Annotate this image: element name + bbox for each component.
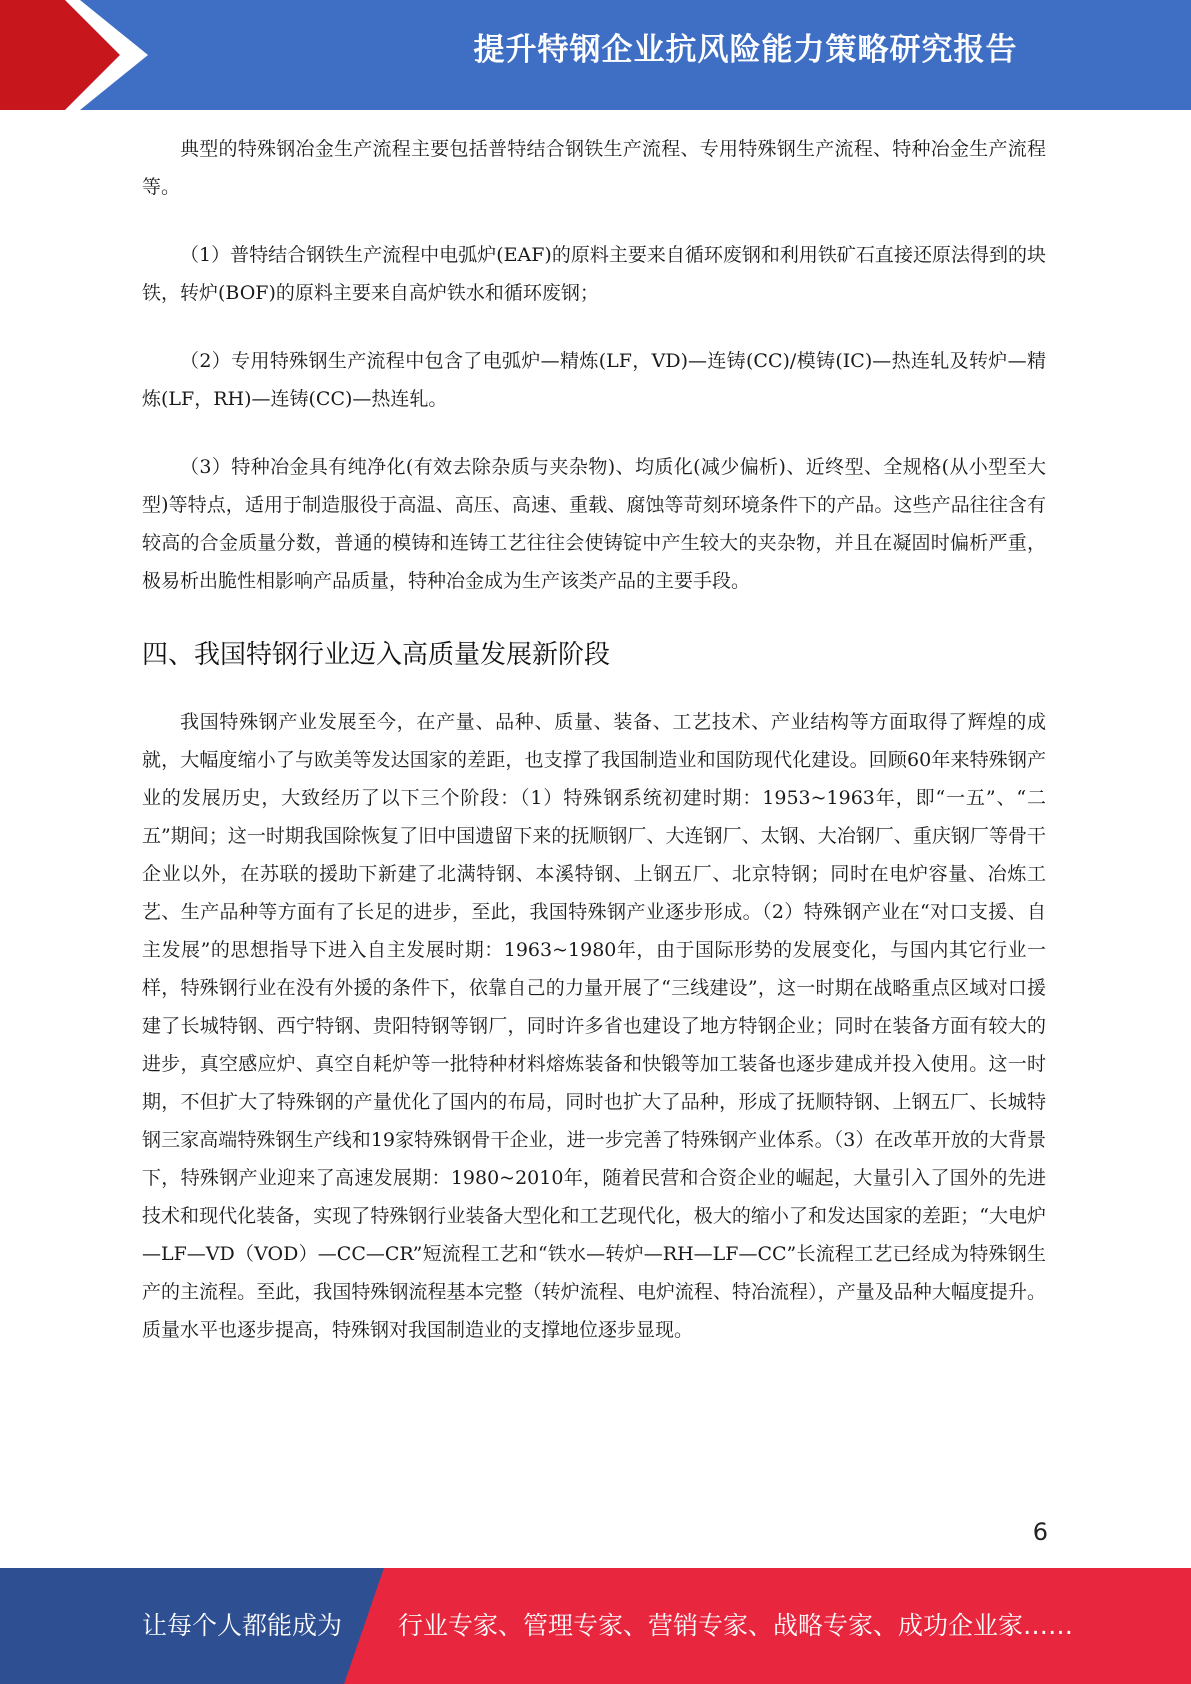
page-footer (0, 1568, 1191, 1684)
header-chevron-logo (0, 0, 200, 110)
section-heading: 四、我国特钢行业迈入高质量发展新阶段 (142, 640, 611, 670)
page-header (0, 0, 1191, 110)
footer-slogan-left: 让每个人都能成为 (142, 1611, 343, 1640)
process-item-3: （3）特种冶金具有纯净化(有效去除杂质与夹杂物)、均质化(减少偏析)、近终型、全规格(从小型至大型)等特点，适用于制造服役于高温、高压、高速、重载、腐蚀等苛刻环境条件下的产品。这些产品往往含有较高的合金质量分数，普通的模铸和连铸工艺往往会使铸锭中产生较大的夹杂物，并且在凝固时偏析严重，极易析出脆性相影响产品质量，特种冶金成为生产该类产品的主要手段。 (142, 456, 1046, 592)
section-paragraph: 我国特殊钢产业发展至今，在产量、品种、质量、装备、工艺技术、产业结构等方面取得了辉煌的成就，大幅度缩小了与欧美等发达国家的差距，也支撑了我国制造业和国防现代化建设。回顾60年来特殊钢产业的发展历史，大致经历了以下三个阶段：（1）特殊钢系统初建时期：1953~1963年，即“一五”、“二五”期间；这一时期我国除恢复了旧中国遗留下来的抚顺钢厂、大连钢厂、太钢、大冶钢厂、重庆钢厂等骨干企业以外，在苏联的援助下新建了北满特钢、本溪特钢、上钢五厂、北京特钢；同时在电炉容量、冶炼工艺、生产品种等方面有了长足的进步，至此，我国特殊钢产业逐步形成。（2）特殊钢产业在“对口支援、自主发展”的思想指导下进入自主发展时期：1963~1980年，由于国际形势的发展变化，与国内其它行业一样，特殊钢行业在没有外援的条件下，依靠自己的力量开展了“三线建设”，这一时期在战略重点区域对口援建了长城特钢、西宁特钢、贵阳特钢等钢厂，同时许多省也建设了地方特钢企业；同时在装备方面有较大的进步，真空感应炉、真空自耗炉等一批特种材料熔炼装备和快锻等加工装备也逐步建成并投入使用。这一时期，不但扩大了特殊钢的产量优化了国内的布局，同时也扩大了品种，形成了抚顺特钢、上钢五厂、长城特钢三家高端特殊钢生产线和19家特殊钢骨干企业，进一步完善了特殊钢产业体系。（3）在改革开放的大背景下，特殊钢产业迎来了高速发展期：1980~2010年，随着民营和合资企业的崛起，大量引入了国外的先进技术和现代化装备，实现了特殊钢行业装备大型化和工艺现代化，极大的缩小了和发达国家的差距；“大电炉—LF—VD（VOD）—CC—CR”短流程工艺和“铁水—转炉—RH—LF—CC”长流程工艺已经成为特殊钢生产的主流程。至此，我国特殊钢流程基本完整（转炉流程、电炉流程、特冶流程），产量及品种大幅度提升。质量水平也逐步提高，特殊钢对我国制造业的支撑地位逐步显现。 (142, 711, 1046, 1341)
intro-paragraph: 典型的特殊钢冶金生产流程主要包括普特结合钢铁生产流程、专用特殊钢生产流程、特种冶金生产流程等。 (142, 138, 1046, 198)
process-item-1: （1）普特结合钢铁生产流程中电弧炉(EAF)的原料主要来自循环废钢和利用铁矿石直接还原法得到的块铁，转炉(BOF)的原料主要来自高炉铁水和循环废钢； (142, 244, 1046, 304)
document-body (142, 130, 1046, 1349)
page-number: 6 (1032, 1518, 1048, 1546)
footer-slogan-right: 行业专家、管理专家、营销专家、战略专家、成功企业家…… (398, 1611, 1074, 1640)
process-item-2: （2）专用特殊钢生产流程中包含了电弧炉—精炼(LF，VD)—连铸(CC)/模铸(IC)—热连轧及转炉—精炼(LF，RH)—连铸(CC)—热连轧。 (142, 350, 1046, 410)
report-title: 提升特钢企业抗风险能力策略研究报告 (473, 32, 1018, 68)
